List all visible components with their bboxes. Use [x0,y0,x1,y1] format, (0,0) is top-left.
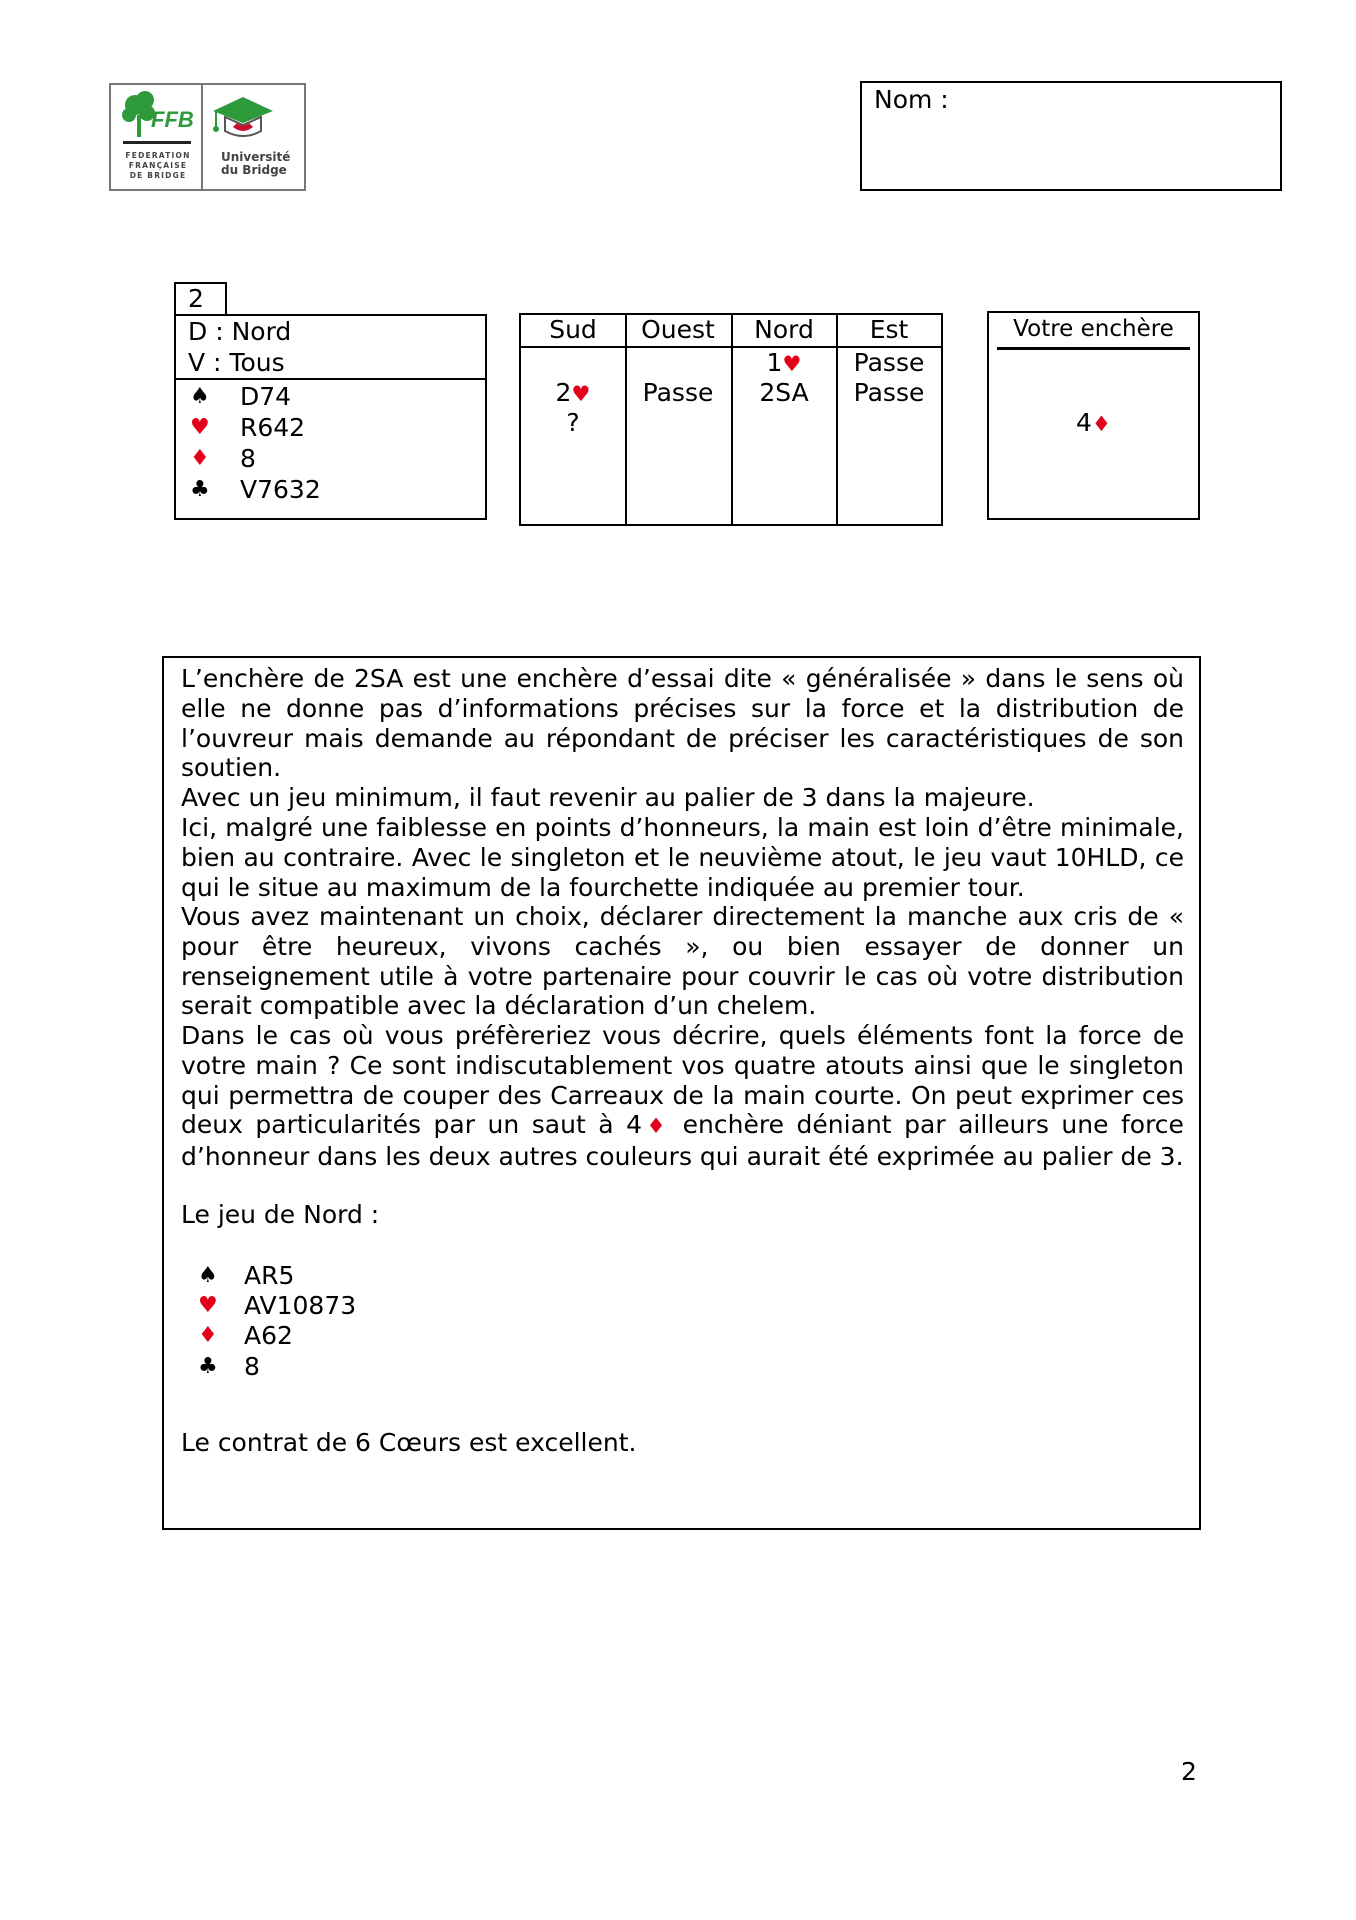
spade-cards: D74 [240,382,292,411]
dealer: D : Nord [188,317,292,346]
diamond-cards: 8 [240,444,256,473]
diamond-icon: ♦ [190,446,210,471]
header-ouest: Ouest [641,315,715,344]
heart-icon: ♥ [198,1293,218,1318]
paragraph: Ici, malgré une faiblesse en points d’honneurs, la main est loin d’être minimale, bien au contraire. Avec le singleton et le neuvième atout, le jeu vaut 10HLD, ce qui le situe au maximum de la fourchette indiquée au premier tour. [181,813,1184,902]
north-label: Le jeu de Nord : [181,1200,380,1229]
header-est: Est [869,315,909,344]
bidding-table [519,313,943,526]
bid-cell: Passe [853,378,925,407]
north-spade-cards: AR5 [244,1261,295,1290]
commentary-box [162,656,1201,1530]
spade-icon: ♠ [198,1263,218,1288]
name-label: Nom : [874,85,949,114]
uni-caption: Université du Bridge [221,150,291,177]
tree-icon [121,91,197,139]
ffb-logo [109,83,306,191]
diamond-icon: ♦ [642,1114,671,1140]
club-icon: ♣ [198,1354,218,1379]
bid-cell: Passe [642,378,714,407]
bid-cell: Passe [853,348,925,377]
heart-cards: R642 [240,413,306,442]
paragraph: L’enchère de 2SA est une enchère d’essai dite « généralisée » dans le sens où elle ne donne pas d’informations précises sur la force et la distribution de l’ouvreur mais demande au répondant de préciser les caractéristiques de son soutien. [181,664,1184,783]
bid-cell: 2♥ [555,378,591,407]
paragraph: Vous avez maintenant un choix, déclarer directement la manche aux cris de « pour être heureux, vivons cachés », ou bien essayer de donner un renseignement utile à votre partenaire pour couvrir le cas où votre distribution serait compatible avec la déclaration d’un chelem. [181,902,1184,1021]
spade-icon: ♠ [190,384,210,409]
page-number: 2 [1181,1757,1197,1786]
deal-number-box [174,282,227,316]
heart-icon: ♥ [571,382,591,407]
answer-title: Votre enchère [1013,316,1174,342]
deal-box [174,314,487,520]
ffb-caption: FEDERATION FRANÇAISE DE BRIDGE [125,151,191,180]
diamond-icon: ♦ [1091,412,1111,437]
deal-number: 2 [188,284,204,313]
brand-text: FFB [151,107,194,132]
north-diamond-cards: A62 [244,1321,293,1350]
diamond-icon: ♦ [198,1323,218,1348]
name-field[interactable] [860,81,1282,191]
header-nord: Nord [754,315,814,344]
header-sud: Sud [549,315,597,344]
bid-cell-question: ? [566,408,580,437]
conclusion: Le contrat de 6 Cœurs est excellent. [181,1428,637,1457]
answer-box [987,311,1200,520]
north-club-cards: 8 [244,1352,260,1381]
heart-icon: ♥ [782,352,802,377]
paragraph: Dans le cas où vous préfèreriez vous décrire, quels éléments font la force de votre main ? Ce sont indiscutablement vos quatre atouts ainsi que le singleton qui permettra de couper des Carreaux de la main courte. On peut exprimer ces deux particularités par un saut à 4♦ enchère déniant par ailleurs une force d’honneur dans les deux autres couleurs qui aurait été exprimée au palier de 3. [181,1021,1185,1172]
vulnerability: V : Tous [188,348,285,377]
club-cards: V7632 [240,475,321,504]
answer-value[interactable]: 4♦ [1076,408,1111,437]
logo-bar [123,141,191,144]
graduation-cap-icon [211,95,275,141]
north-heart-cards: AV10873 [244,1291,357,1320]
bid-cell: 1♥ [766,348,802,377]
club-icon: ♣ [190,477,210,502]
bid-cell: 2SA [759,378,809,407]
paragraph: Avec un jeu minimum, il faut revenir au palier de 3 dans la majeure. [181,783,1035,812]
heart-icon: ♥ [190,415,210,440]
